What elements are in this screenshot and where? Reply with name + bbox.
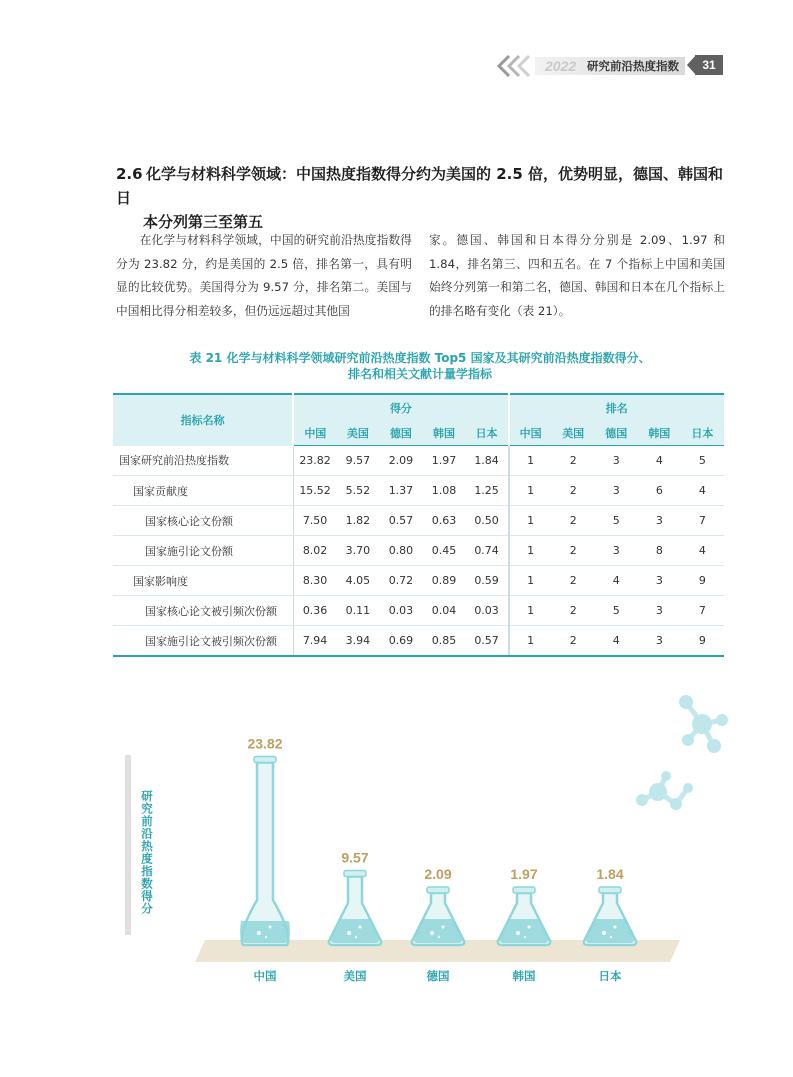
header-score-country: 中国 <box>293 421 336 446</box>
chevron-double-left-icon <box>495 54 535 78</box>
table-row <box>113 596 724 626</box>
score-cell: 0.74 <box>466 536 509 566</box>
rank-cell: 5 <box>595 506 638 536</box>
category-label: 中国 <box>253 969 277 983</box>
table-row <box>113 476 724 506</box>
header-rank-country: 韩国 <box>638 421 681 446</box>
score-cell: 5.52 <box>336 476 379 506</box>
indicator-name: 国家核心论文份额 <box>113 506 293 536</box>
rank-cell: 3 <box>638 626 681 657</box>
indicator-name: 国家贡献度 <box>113 476 293 506</box>
rank-cell: 3 <box>595 536 638 566</box>
rank-cell: 1 <box>509 626 552 657</box>
value-label: 1.97 <box>510 866 538 882</box>
rank-cell: 3 <box>595 446 638 476</box>
flask-bar <box>240 756 290 945</box>
category-label: 德国 <box>426 969 450 983</box>
value-label: 1.84 <box>596 866 624 882</box>
rank-cell: 2 <box>552 626 595 657</box>
table-caption-line1: 表 21 化学与材料科学领域研究前沿热度指数 Top5 国家及其研究前沿热度指数得分、 <box>189 351 651 365</box>
indicator-name: 国家影响度 <box>113 566 293 596</box>
header-year: 2022 <box>545 58 577 74</box>
score-cell: 0.85 <box>422 626 465 657</box>
rank-cell: 4 <box>595 626 638 657</box>
value-label: 23.82 <box>247 735 283 752</box>
score-cell: 7.50 <box>293 506 336 536</box>
indicator-name: 国家核心论文被引频次份额 <box>113 596 293 626</box>
score-cell: 0.45 <box>422 536 465 566</box>
header-indicator-name: 指标名称 <box>113 394 293 446</box>
table-caption <box>116 350 724 382</box>
header-rank: 排名 <box>509 394 724 421</box>
rank-cell: 1 <box>509 476 552 506</box>
indicator-name: 国家研究前沿热度指数 <box>113 446 293 476</box>
score-cell: 9.57 <box>336 446 379 476</box>
table-body <box>113 446 724 657</box>
table-row <box>113 506 724 536</box>
section-title <box>116 162 736 234</box>
header-title: 研究前沿热度指数 <box>587 59 679 73</box>
table-row <box>113 566 724 596</box>
y-axis-label-group <box>128 755 154 935</box>
indicator-name: 国家施引论文份额 <box>113 536 293 566</box>
rank-cell: 7 <box>681 596 724 626</box>
section-number: 2.6 <box>116 165 143 183</box>
body-text-left: 在化学与材料科学领域，中国的研究前沿热度指数得分为 23.82 分，约是美国的 2.5 倍，排名第一，具有明显的比较优势。美国得分为 9.57 分，排名第二。美国与中国相比得分相差较多，但仍远远超过其他国 <box>116 233 412 318</box>
header-score-country: 德国 <box>379 421 422 446</box>
score-cell: 0.80 <box>379 536 422 566</box>
rank-cell: 4 <box>681 536 724 566</box>
rank-cell: 7 <box>681 506 724 536</box>
score-cell: 23.82 <box>293 446 336 476</box>
rank-cell: 3 <box>595 476 638 506</box>
header-rank-country: 日本 <box>681 421 724 446</box>
category-label: 日本 <box>598 969 622 983</box>
rank-cell: 3 <box>638 566 681 596</box>
score-cell: 0.57 <box>379 506 422 536</box>
rank-cell: 2 <box>552 596 595 626</box>
score-cell: 0.03 <box>466 596 509 626</box>
score-cell: 3.70 <box>336 536 379 566</box>
score-cell: 0.63 <box>422 506 465 536</box>
rank-cell: 3 <box>638 506 681 536</box>
score-cell: 0.72 <box>379 566 422 596</box>
score-cell: 7.94 <box>293 626 336 657</box>
header-score-country: 美国 <box>336 421 379 446</box>
rank-cell: 6 <box>638 476 681 506</box>
section-title-line2: 本分列第三至第五 <box>143 213 264 231</box>
rank-cell: 9 <box>681 626 724 657</box>
score-cell: 1.25 <box>466 476 509 506</box>
rank-cell: 8 <box>638 536 681 566</box>
indicator-name: 国家施引论文被引频次份额 <box>113 626 293 657</box>
score-cell: 0.69 <box>379 626 422 657</box>
running-header <box>495 54 728 78</box>
score-cell: 0.04 <box>422 596 465 626</box>
category-label: 韩国 <box>512 969 536 983</box>
rank-cell: 1 <box>509 536 552 566</box>
rank-cell: 4 <box>681 476 724 506</box>
rank-cell: 1 <box>509 506 552 536</box>
body-text-right: 家。德国、韩国和日本得分分别是 2.09、1.97 和 1.84，排名第三、四和五名。在 7 个指标上中国和美国始终分列第一和第二名，德国、韩国和日本在几个指标上的排名略有变化（表 21）。 <box>429 233 725 318</box>
header-score-country: 韩国 <box>422 421 465 446</box>
table-row <box>113 446 724 476</box>
page-number: 31 <box>695 55 723 75</box>
score-cell: 0.57 <box>466 626 509 657</box>
rank-cell: 4 <box>638 446 681 476</box>
flask-bar <box>498 887 550 945</box>
rank-cell: 5 <box>595 596 638 626</box>
score-cell: 0.03 <box>379 596 422 626</box>
score-cell: 15.52 <box>293 476 336 506</box>
header-rank-country: 美国 <box>552 421 595 446</box>
rank-cell: 1 <box>509 596 552 626</box>
score-cell: 0.89 <box>422 566 465 596</box>
rank-cell: 4 <box>595 566 638 596</box>
rank-cell: 3 <box>638 596 681 626</box>
flask-bar <box>329 870 381 945</box>
value-label: 2.09 <box>424 866 452 882</box>
indicator-table <box>113 393 724 657</box>
header-score-country: 日本 <box>466 421 509 446</box>
molecule-decoration <box>636 695 728 810</box>
flask-bar <box>584 887 636 945</box>
score-cell: 0.36 <box>293 596 336 626</box>
rank-cell: 2 <box>552 506 595 536</box>
score-cell: 1.84 <box>466 446 509 476</box>
header-rank-country: 中国 <box>509 421 552 446</box>
score-cell: 1.97 <box>422 446 465 476</box>
score-chart <box>110 680 730 1000</box>
table-caption-line2: 排名和相关文献计量学指标 <box>347 367 492 381</box>
rank-cell: 2 <box>552 566 595 596</box>
rank-cell: 2 <box>552 536 595 566</box>
score-cell: 8.02 <box>293 536 336 566</box>
y-axis-label: 研究前沿热度指数得分 <box>140 790 154 915</box>
score-cell: 0.11 <box>336 596 379 626</box>
score-cell: 8.30 <box>293 566 336 596</box>
score-cell: 1.82 <box>336 506 379 536</box>
score-cell: 0.50 <box>466 506 509 536</box>
rank-cell: 2 <box>552 446 595 476</box>
score-cell: 0.59 <box>466 566 509 596</box>
score-cell: 1.37 <box>379 476 422 506</box>
header-rank-country: 德国 <box>595 421 638 446</box>
header-score: 得分 <box>293 394 508 421</box>
table-row <box>113 626 724 657</box>
rank-cell: 5 <box>681 446 724 476</box>
category-label: 美国 <box>343 969 367 983</box>
score-cell: 4.05 <box>336 566 379 596</box>
flask-bar <box>412 887 464 945</box>
rank-cell: 9 <box>681 566 724 596</box>
score-cell: 3.94 <box>336 626 379 657</box>
section-title-line1: 化学与材料科学领域：中国热度指数得分约为美国的 2.5 倍，优势明显，德国、韩国和日 <box>116 165 724 207</box>
table-row <box>113 536 724 566</box>
rank-cell: 1 <box>509 566 552 596</box>
rank-cell: 1 <box>509 446 552 476</box>
score-cell: 1.08 <box>422 476 465 506</box>
value-label: 9.57 <box>341 849 369 866</box>
score-cell: 2.09 <box>379 446 422 476</box>
rank-cell: 2 <box>552 476 595 506</box>
